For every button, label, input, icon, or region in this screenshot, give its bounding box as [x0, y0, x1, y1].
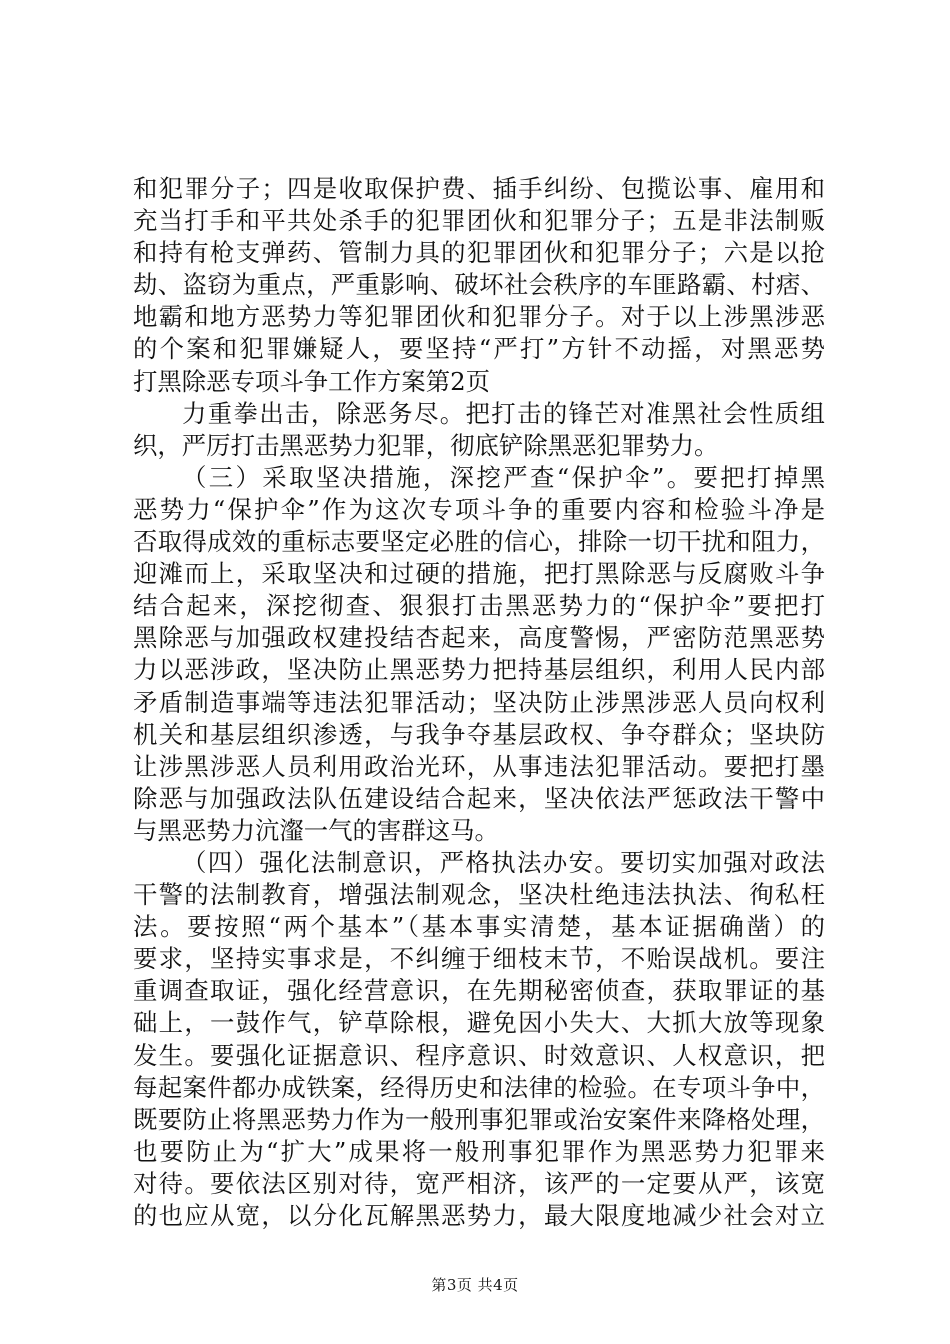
- text-line: 劫、盗窃为重点，严重影响、破坏社会秩序的车匪路霸、村痞、: [133, 270, 825, 300]
- text-line: 让涉黑涉恶人员利用政治光环，从事违法犯罪活动。要把打墨: [133, 751, 825, 781]
- text-line: 打黑除恶专项斗争工作方案第2页: [133, 366, 490, 396]
- text-line: 干警的法制教育，增强法制观念，坚决杜绝违法执法、徇私枉: [133, 880, 825, 910]
- text-line: 恶势力“保护伞”作为这次专项斗争的重要内容和检验斗净是: [133, 494, 825, 524]
- text-line: 和犯罪分子；四是收取保护费、插手纠纷、包揽讼事、雇用和: [133, 174, 825, 203]
- text-line: （四）强化法制意识，严格执法办安。要切实加强对政法: [182, 847, 825, 877]
- text-line: 每起案件都办成铁案，经得历史和法律的检验。在专项斗争中，: [133, 1072, 825, 1102]
- text-line: 机关和基层组织渗透，与我争夺基层政权、争夺群众；坚块防: [133, 719, 825, 749]
- text-line: 础上，一鼓作气，铲草除根，避免因小失大、大抓大放等现象: [133, 1008, 825, 1038]
- text-line: 迎滩而上，采取坚决和过硬的措施，把打黑除恶与反腐败斗争: [133, 559, 825, 589]
- text-line: 充当打手和平共处杀手的犯罪团伙和犯罪分子；五是非法制贩: [133, 206, 825, 236]
- text-line: 与黑恶势力沆瀣一气的害群这马。: [133, 815, 499, 845]
- text-line: 除恶与加强政法队伍建设结合起来，坚决依法严惩政法干警中: [133, 783, 825, 813]
- text-line: 和持有枪支弹药、管制力具的犯罪团伙和犯罪分子；六是以抢: [133, 238, 825, 268]
- page-footer: 第3页 共4页: [431, 1276, 519, 1294]
- text-line: 的个案和犯罪嫌疑人，要坚持“严打”方针不动摇，对黑恶势: [133, 334, 825, 364]
- text-line: 对待。要依法区别对待，宽严相济，该严的一定要从严，该宽: [133, 1168, 825, 1198]
- text-line: 法。要按照“两个基本”（基本事实清楚，基本证据确凿）的: [133, 912, 825, 942]
- document-body: [133, 173, 825, 1232]
- text-line: （三）采取坚决措施，深挖严查“保护伞”。要把打掉黑: [182, 462, 825, 492]
- text-line: 重调查取证，强化经营意识，在先期秘密侦查，获取罪证的基: [133, 976, 825, 1006]
- text-line: 也要防止为“扩大”成果将一般刑事犯罪作为黑恶势力犯罪来: [133, 1136, 825, 1166]
- text-line: 矛盾制造事端等违法犯罪活动；坚决防止涉黑涉恶人员向权利: [133, 687, 825, 717]
- text-line: 发生。要强化证据意识、程序意识、时效意识、人权意识，把: [133, 1040, 825, 1070]
- text-line: 地霸和地方恶势力等犯罪团伙和犯罪分子。对于以上涉黑涉恶: [133, 302, 825, 332]
- text-line: 黑除恶与加强政权建投结杏起来，高度警惕，严密防范黑恶势: [133, 623, 825, 653]
- text-line: 要求，坚持实事求是，不纠缠于细枝末节，不贻误战机。要注: [133, 944, 825, 974]
- text-line: 的也应从宽，以分化瓦解黑恶势力，最大限度地减少社会对立: [133, 1201, 825, 1230]
- text-line: 否取得成效的重标志要坚定必胜的信心，排除一切干扰和阻力，: [133, 527, 825, 557]
- text-line: 织，严厉打击黑恶势力犯罪，彻底铲除黑恶犯罪势力。: [133, 430, 719, 460]
- text-line: 力重拳出击，除恶务尽。把打击的锋芒对准黑社会性质组: [182, 398, 825, 428]
- text-line: 既要防止将黑恶势力作为一般刑事犯罪或治安案件来降格处理，: [133, 1104, 825, 1134]
- text-line: 结合起来，深挖彻查、狠狠打击黑恶势力的“保护伞”要把打: [133, 591, 825, 621]
- text-line: 力以恶涉政，坚决防止黑恶势力把持基层组织，利用人民内部: [133, 655, 825, 685]
